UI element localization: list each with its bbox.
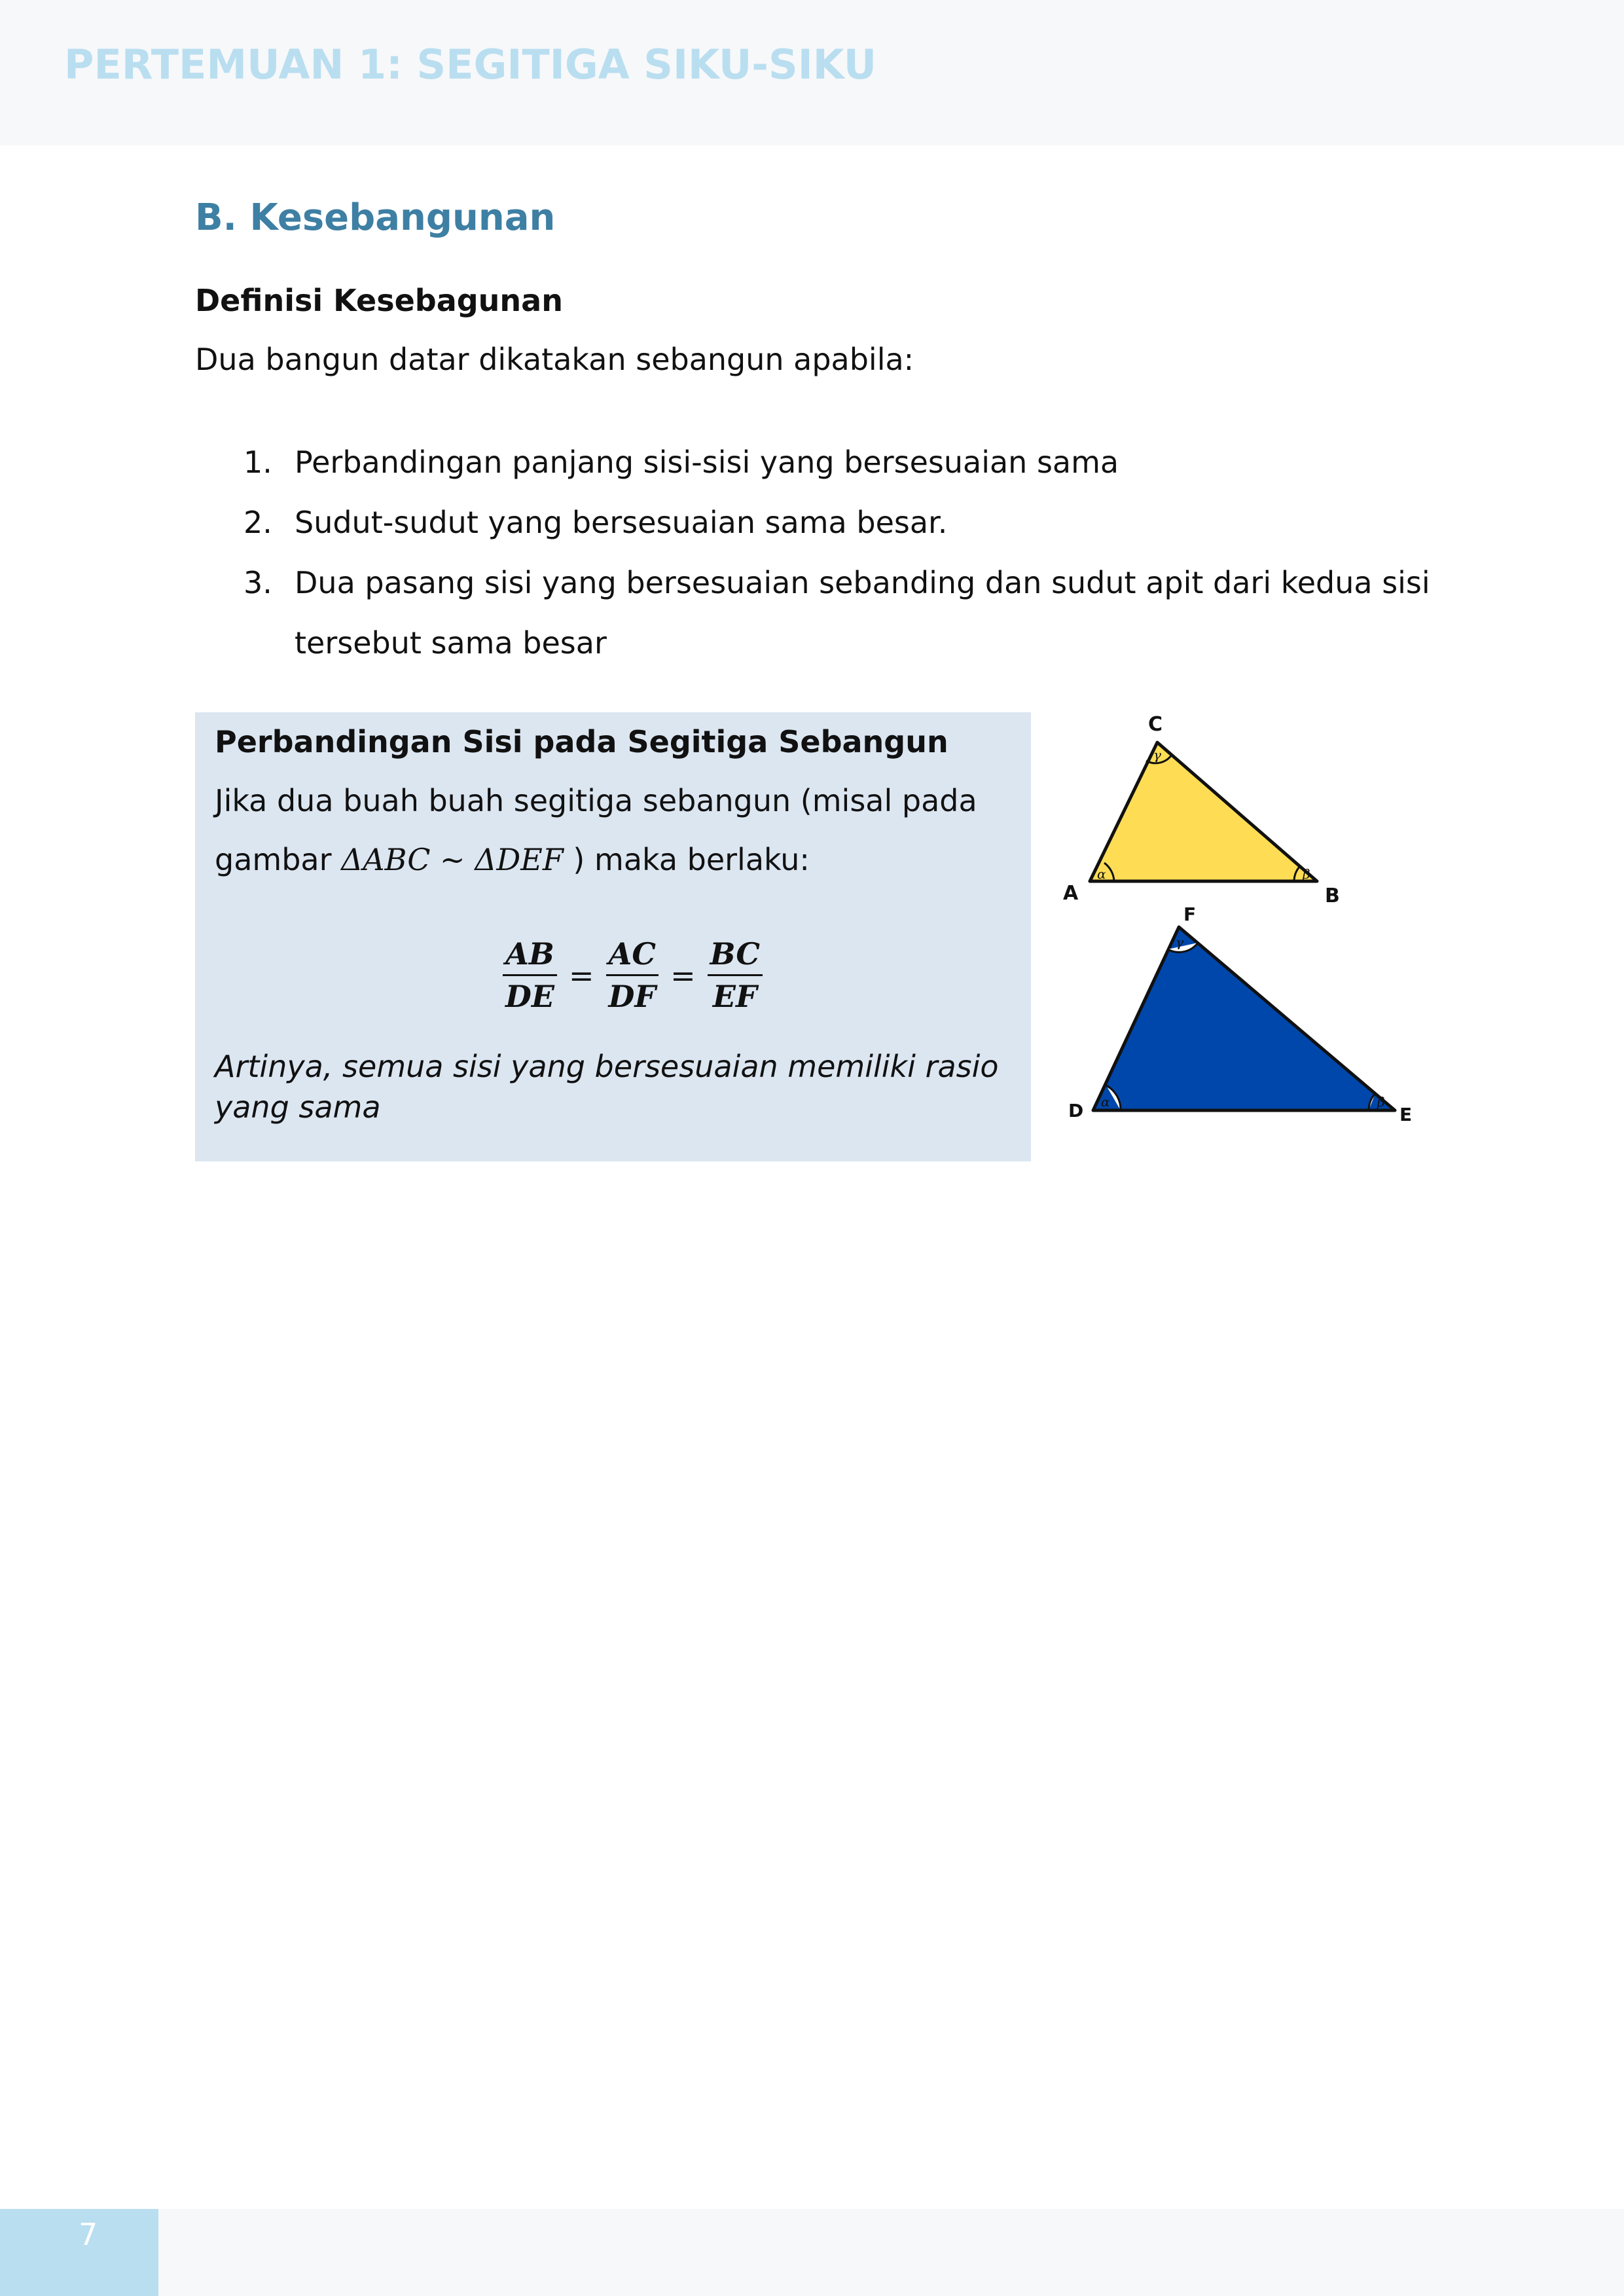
fraction-numerator: AB: [505, 936, 554, 972]
vertex-label-b: B: [1325, 884, 1340, 907]
info-callout-box: [195, 712, 1031, 1161]
list-item: [244, 553, 1454, 613]
page-number: 7: [79, 2217, 98, 2252]
triangle-def: [1093, 927, 1395, 1110]
triangle-abc: [1090, 742, 1317, 881]
definition-list: [244, 432, 1454, 673]
similarity-expression: ΔABC ~ ΔDEF: [341, 842, 564, 877]
page-header-title: PERTEMUAN 1: SEGITIGA SIKU-SIKU: [64, 41, 877, 88]
fraction-ab-de: [500, 934, 560, 1017]
angle-label-gamma: γ: [1153, 747, 1161, 763]
fraction-denominator: DF: [608, 979, 657, 1014]
angle-label-alpha: α: [1101, 1094, 1110, 1110]
fraction-bc-ef: [705, 934, 765, 1017]
equals-sign: =: [670, 957, 696, 993]
vertex-label-f: F: [1183, 903, 1197, 925]
fraction-numerator: BC: [710, 936, 760, 972]
angle-label-beta: β: [1377, 1094, 1385, 1110]
vertex-label-a: A: [1063, 882, 1079, 905]
callout-note: Artinya, semua sisi yang bersesuaian memiliki rasio yang sama: [215, 1049, 999, 1125]
list-item-number: 3.: [244, 565, 272, 600]
footer-band: [0, 2209, 1624, 2296]
vertex-label-d: D: [1068, 1100, 1084, 1121]
fraction-denominator: DE: [505, 979, 554, 1014]
list-item-text: Dua pasang sisi yang bersesuaian sebanding dan sudut apit dari kedua sisi: [295, 565, 1430, 600]
list-item: [244, 492, 1454, 553]
callout-title: Perbandingan Sisi pada Segitiga Sebangun: [215, 724, 948, 759]
angle-label-alpha: α: [1097, 866, 1106, 882]
fraction-ac-df: [604, 934, 662, 1017]
callout-text-prefix: gambar: [215, 842, 342, 877]
definition-heading: Definisi Kesebagunan: [195, 283, 563, 318]
angle-label-gamma: γ: [1176, 934, 1183, 950]
vertex-label-e: E: [1399, 1104, 1413, 1125]
list-item-number: 2.: [244, 505, 272, 540]
list-item: [244, 432, 1454, 492]
definition-intro: Dua bangun datar dikatakan sebangun apabila:: [195, 342, 914, 377]
angle-label-beta: β: [1303, 866, 1310, 882]
equals-sign: =: [568, 957, 594, 993]
fraction-numerator: AC: [608, 936, 656, 972]
list-item-text: tersebut sama besar: [295, 625, 607, 661]
ratio-formula: [500, 934, 765, 1017]
callout-text-line1: Jika dua buah buah segitiga sebangun (misal pada: [215, 783, 977, 818]
fraction-denominator: EF: [712, 979, 757, 1014]
similar-triangles-figure: [1054, 707, 1434, 1133]
list-item-text: Sudut-sudut yang bersesuaian sama besar.: [295, 505, 948, 540]
vertex-label-c: C: [1148, 713, 1163, 736]
list-item-text: Perbandingan panjang sisi-sisi yang bersesuaian sama: [295, 445, 1119, 480]
list-item-number: 1.: [244, 445, 272, 480]
callout-text-suffix: ) maka berlaku:: [563, 842, 810, 877]
callout-text-line2: [215, 842, 810, 877]
list-item-continuation: [244, 613, 1454, 673]
section-title: B. Kesebangunan: [195, 196, 556, 239]
